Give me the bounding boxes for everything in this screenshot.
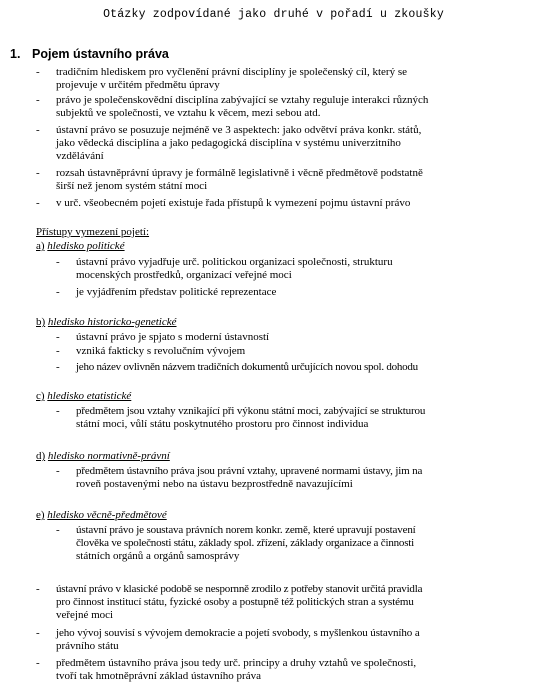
bullet-line: předmětem ústavního práva jsou tedy urč. principy a druhy vztahů ve společnosti, [56, 657, 417, 669]
bullet-line: mocenských prostředků, organizací veřejné moci [76, 269, 292, 281]
bullet-line: jako vědecká disciplína a jako pedagogická disciplína v systému univerzitního [56, 137, 401, 149]
bullet-line: ústavní právo vyjadřuje urč. politickou organizaci společnosti, strukturu [76, 256, 393, 268]
bullet-dash: - [56, 345, 60, 357]
bullet-line: vzdělávání [56, 150, 104, 162]
bullet-line: státní moci, vůlí státu poskytnutého prostoru pro činnost individua [76, 418, 369, 430]
subsection-name: hledisko historicko-genetické [47, 316, 177, 328]
bullet-dash: - [56, 286, 60, 298]
bullet-dash: - [36, 94, 40, 106]
bullet-line: jeho název ovlivněn názvem tradičních dokumentů určujících novou spol. dohodu [76, 361, 418, 373]
bullet-line: státních orgánů a orgánů samosprávy [76, 550, 240, 562]
bullet-line: širší než jenom systém státní moci [56, 180, 208, 192]
bullet-line: projevuje v určitém předmětu úpravy [56, 79, 220, 91]
bullet-line: tvoří tak hmotněprávní základ ústavního práva [56, 670, 261, 682]
subsection-name: hledisko politické [47, 240, 125, 252]
bullet-line: ústavní právo se posuzuje nejméně ve 3 aspektech: jako odvětví práva konkr. států, [56, 124, 422, 136]
bullet-dash: - [56, 331, 60, 343]
bullet-line: předmětem jsou vztahy vznikající při výkonu státní moci, zabývající se strukturou [76, 405, 426, 417]
bullet-dash: - [36, 124, 40, 136]
bullet-line: v urč. všeobecném pojetí existuje řada přístupů k vymezení pojmu ústavní právo [56, 197, 411, 209]
bullet-line: právo je společenskovědní disciplína zabývající se vztahy reguluje interakci různých [56, 94, 429, 106]
bullet-dash: - [56, 524, 60, 536]
approaches-title: Přístupy vymezení pojetí: [36, 226, 150, 238]
bullet-dash: - [56, 405, 60, 417]
bullet-dash: - [56, 361, 60, 373]
subsection-label [36, 240, 125, 253]
bullet-dash: - [56, 256, 60, 268]
bullet-line: ústavní právo je spjato s moderní ústavností [76, 331, 270, 343]
section-heading [10, 47, 169, 61]
subsection-name: hledisko věcně-předmětové [47, 509, 167, 521]
bullet-dash: - [36, 583, 40, 595]
bullet-dash: - [36, 66, 40, 78]
bullet-line: vzniká fakticky s revolučním vývojem [76, 345, 246, 357]
section-heading-text: Pojem ústavního práva [32, 47, 169, 61]
subsection-label [36, 390, 131, 403]
bullet-line: rozsah ústavněprávní úpravy je formálně legislativně i věcně předmětově podstatně [56, 167, 423, 179]
subsection-letter: a) [36, 240, 45, 252]
bullet-line: ústavní právo v klasické podobě se nespornně zrodilo z potřeby stanovit určitá pravidla [56, 583, 423, 595]
subsection-letter: e) [36, 509, 45, 521]
bullet-line: člověka ve společnosti státu, základy spol. zřízení, základy organizace a činnosti [76, 537, 415, 549]
subsection-letter: d) [36, 450, 46, 462]
subsection-letter: c) [36, 390, 45, 402]
bullet-dash: - [36, 627, 40, 639]
document-title: Otázky zodpovídané jako druhé v pořadí u zkoušky [103, 8, 444, 21]
subsection-letter: b) [36, 316, 46, 328]
bullet-line: předmětem ústavního práva jsou právní vztahy, upravené normami ústavy, jim na [76, 465, 423, 477]
bullet-dash: - [36, 167, 40, 179]
bullet-line: právního státu [56, 640, 119, 652]
bullet-line: je vyjádřením představ politické reprezentace [76, 286, 277, 298]
bullet-dash: - [56, 465, 60, 477]
subsection-name: hledisko normativně-právní [47, 450, 170, 462]
bullet-dash: - [36, 657, 40, 669]
bullet-line: roveň postavenými nebo na ústavu bezprostředně navazujícími [76, 478, 353, 490]
bullet-line: pro činnost institucí státu, fyzické osoby a postupně též politických stran a systému [56, 596, 414, 608]
subsection-label [36, 450, 170, 463]
bullet-line: subjektů ve společnosti, ve vztahu k věcem, mezi sebou atd. [56, 107, 321, 119]
subsection-name: hledisko etatistické [47, 390, 132, 402]
section-number: 1. [10, 47, 21, 61]
bullet-dash: - [36, 197, 40, 209]
bullet-line: veřejné moci [56, 609, 114, 621]
bullet-line: tradičním hlediskem pro vyčlenění právní disciplíny je společenský cíl, který se [56, 66, 407, 78]
subsection-label [36, 316, 177, 329]
bullet-line: ústavní právo je soustava právních norem konkr. země, které upravují postavení [76, 524, 416, 536]
bullet-line: jeho vývoj souvisí s vývojem demokracie a pojetí svobody, s myšlenkou ústavního a [56, 627, 420, 639]
subsection-label [36, 509, 167, 522]
